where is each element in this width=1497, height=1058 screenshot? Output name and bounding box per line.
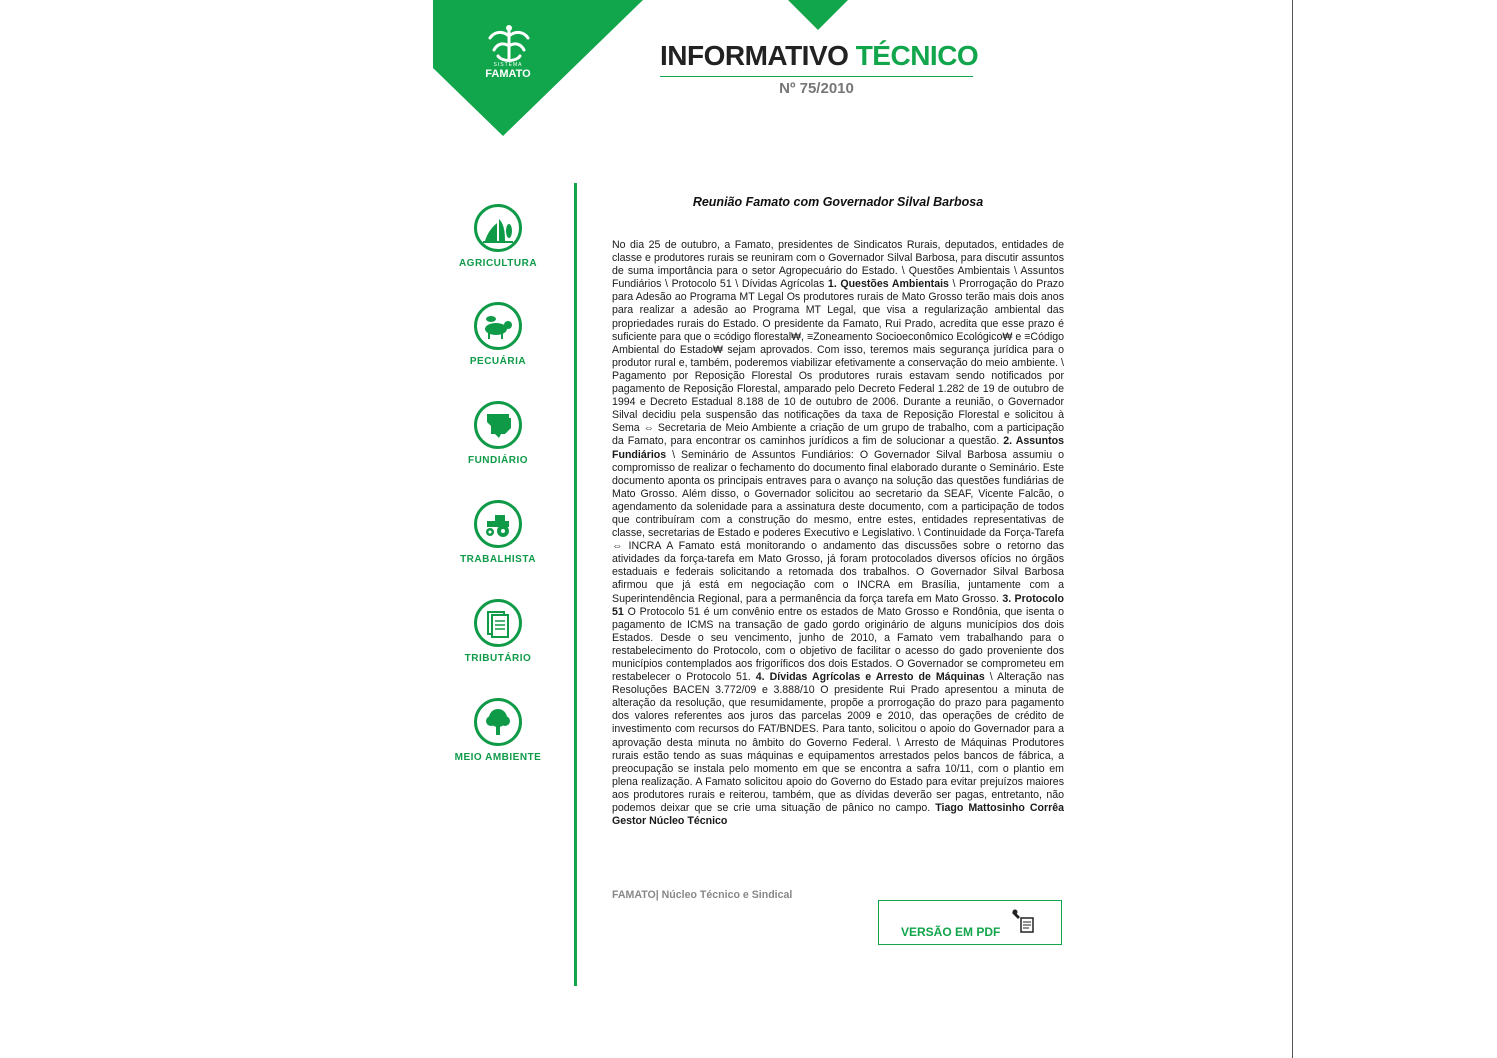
category-agricultura[interactable] (448, 204, 548, 269)
pdf-version-button[interactable] (878, 900, 1062, 945)
tractor-icon (474, 500, 522, 548)
article-title: Reunião Famato com Governador Silval Barbosa (692, 195, 984, 209)
logo-small-text: SISTEMA (493, 62, 523, 68)
article-byline: FAMATO| Núcleo Técnico e Sindical (612, 889, 793, 901)
article-author: Tiago Mattosinho Corrêa Gestor Núcleo Técnico (612, 802, 1064, 828)
article-body (612, 239, 1064, 899)
category-tributario[interactable] (448, 599, 548, 664)
article-paragraph: \ Alteração nas Resoluções BACEN 3.772/09 e 3.888/10 O presidente Rui Prado apresentou a minuta de alteração da resolução, que resumidamente, propõe a prorrogação do prazo para pagamento dos valores referentes aos juros das parcelas 2009 e 2010, das operações de crédito de investimento com recursos do FAT/BNDES. Para tanto, solicitou o apoio do Governador para a aprovação desta minuta no âmbito do Governo Federal. \ Arresto de Máquinas Produtores rurais estão tendo as suas máquinas e equipamentos arrestados pelos bancos de fábrica, a preocupação se instala pelo momento em que se encontra a safra 10/11, com o plantio em plena realização. A Famato solicitou apoio do Governo do Estado para evitar prejuízos maiores aos produtores rurais e reiterou, também, que as dívidas deverão ser pagas, entretanto, não podemos deixar que se crie uma situação de pânico no campo. (612, 671, 1064, 815)
pdf-download-icon (1011, 908, 1037, 934)
issue-number: Nº 75/2010 (779, 80, 854, 97)
header-accent-triangle (788, 0, 848, 30)
category-label: TRIBUTÁRIO (464, 653, 532, 664)
title-tecnico: TÉCNICO (855, 40, 979, 71)
land-map-icon (474, 401, 522, 449)
agriculture-icon (474, 204, 522, 252)
page-edge-line (1292, 0, 1293, 1058)
category-label: TRABALHISTA (460, 554, 536, 565)
page-title (660, 40, 978, 72)
article-heading: 3. Protocolo 51 (612, 592, 1064, 618)
category-fundiario[interactable] (448, 401, 548, 466)
category-label: PECUÁRIA (469, 356, 527, 367)
category-meio-ambiente[interactable] (448, 698, 548, 763)
article-paragraph: O Protocolo 51 é um convênio entre os estados de Mato Grosso e Rondônia, que isenta o pagamento de ICMS na transação de gado gordo originário de alguns municípios dos dois Estados. Desde o seu vencimento, junho de 2010, a Famato vem trabalhando para o restabelecimento do Protocolo, com o objetivo de facilitar o acesso do gado proveniente dos municípios contemplados aos frigoríficos dos dois Estados. O Governador se comprometeu em restabelecer o Protocolo 51. (612, 605, 1064, 684)
article-heading: 1. Questões Ambientais (827, 278, 949, 291)
documents-icon (474, 599, 522, 647)
article-heading: 4. Dívidas Agrícolas e Arresto de Máquinas (755, 671, 985, 684)
title-informativo: INFORMATIVO (660, 40, 849, 71)
article-paragraph: No dia 25 de outubro, a Famato, presidentes de Sindicatos Rurais, deputados, entidades de classe e produtores rurais se reuniram com o Governador Silval Barbosa, para discutir assuntos de suma importância para o setor Agropecuário do Estado. \ Questões Ambientais \ Assuntos Fundiários \ Protocolo 51 \ Dívidas Agrícolas (612, 239, 1064, 291)
article-paragraph: \ Prorrogação do Prazo para Adesão ao Programa MT Legal Os produtores rurais de Mato Grosso terão mais dois anos para realizar a adesão ao Programa MT Legal, que visa a regularização ambiental das propriedades rurais do Estado. O presidente da Famato, Rui Prado, acredita que esse prazo é suficiente para que o ≡código florestal₩, ≡Zoneamento Socioeconômico Ecológico₩ e ≡Código Ambiental do Estado₩ sejam aprovados. Com isso, teremos mais segurança jurídica para o produtor rural e, também, poderemos viabilizar efetivamente a conservação do meio ambiente. \ Pagamento por Reposição Florestal Os produtores rurais estavam sendo notificados por pagamento de Reposição Florestal, amparado pelo Decreto Federal 1.282 de 19 de outubro de 1994 e Decreto Estadual 8.188 de 10 de outubro de 2006. Durante a reunião, o Governador Silval decidiu pela suspensão das notificações da taxa de Reposição Florestal e solicitou à Sema ⇔ Secretaria de Meio Ambiente a criação de um grupo de trabalho, com a participação da Famato, para encontrar os caminhos jurídicos a fim de solucionar a questão. (612, 278, 1064, 448)
title-underline (660, 76, 973, 77)
category-label: MEIO AMBIENTE (454, 752, 542, 763)
pdf-version-label: VERSÃO EM PDF (901, 925, 1001, 939)
article-paragraph: \ Seminário de Assuntos Fundiários: O Governador Silval Barbosa assumiu o compromisso de realizar o fechamento do documento final elaborado durante o Seminário. Este documento aponta os principais entraves para o avanço na solução das questões fundiárias de Mato Grosso. Além disso, o Governador solicitou ao secretario da SEAF, Vicente Falcão, o agendamento da solenidade para a assinatura deste documento, com a participação de todos que contribuíram com a construção do mesmo, entre estes, entidades representativas de classe, secretarias de Estado e poderes Executivo e Legislativo. \ Continuidade da Força-Tarefa ⇔ INCRA A Famato está monitorando o andamento das discussões sobre o retorno das atividades da força-tarefa em Mato Grosso, já foram protocolados diversos ofícios no órgãos estaduais e federais solicitando a retomada dos trabalhos. O Governador Silval Barbosa afirmou que já está em negociação com o INCRA em Brasília, juntamente com a Superintendência Regional, para a permanência da força tarefa em Mato Grosso. (612, 448, 1064, 605)
category-pecuaria[interactable] (448, 302, 548, 367)
sidebar-divider (574, 183, 577, 986)
logo-name: FAMATO (485, 68, 531, 80)
livestock-icon (474, 302, 522, 350)
category-label: FUNDIÁRIO (467, 455, 529, 466)
category-label: AGRICULTURA (458, 258, 538, 269)
tree-icon (474, 698, 522, 746)
article-heading: 2. Assuntos Fundiários (612, 435, 1064, 461)
category-trabalhista[interactable] (448, 500, 548, 565)
